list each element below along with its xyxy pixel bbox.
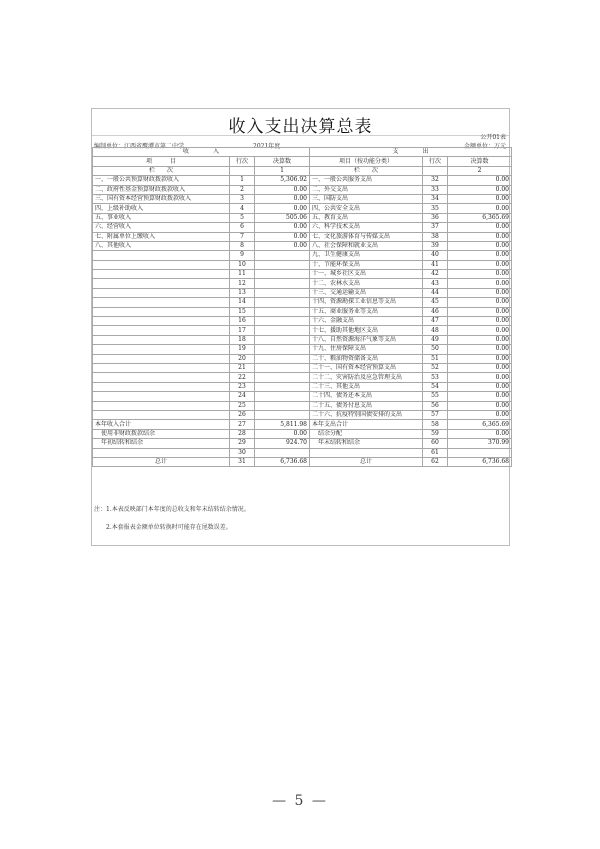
expense-item-cell: 四、公共安全支出	[310, 204, 423, 213]
table-row	[93, 260, 512, 269]
table-row	[93, 345, 512, 354]
note-2: 2.本套报表金额单位转换时可能存在尾数误差。	[106, 524, 232, 531]
expense-item-cell: 十四、资源勘探工业信息等支出	[310, 298, 423, 307]
income-item-cell	[93, 251, 230, 260]
income-row-number-cell: 21	[230, 363, 255, 372]
expense-item-cell: 十、节能环保支出	[310, 260, 423, 269]
income-item-cell	[93, 260, 230, 269]
income-row-number-cell: 13	[230, 288, 255, 297]
expense-item-cell: 三、国防支出	[310, 194, 423, 203]
expense-amount-cell: 0.00	[448, 251, 512, 260]
col-header-expense-amount: 决算数	[448, 157, 512, 166]
income-item-cell: 四、上级补助收入	[93, 204, 230, 213]
income-row-number-cell: 25	[230, 401, 255, 410]
expense-row-number-cell: 54	[423, 382, 448, 391]
income-row-number-cell: 5	[230, 213, 255, 222]
expense-item-cell: 十五、商业服务业等支出	[310, 307, 423, 316]
income-row-number-cell: 31	[230, 457, 255, 466]
col-index-label: 栏 次	[93, 166, 230, 175]
income-item-cell	[93, 326, 230, 335]
expense-item-cell: 十二、农林水支出	[310, 279, 423, 288]
expense-item-cell: 十三、交通运输支出	[310, 288, 423, 297]
income-amount-cell: 5,306.92	[255, 176, 310, 185]
expense-amount-cell: 0.00	[448, 232, 512, 241]
table-row	[93, 279, 512, 288]
expense-item-cell: 二十六、抗疫特别国债安排的支出	[310, 410, 423, 419]
col-header-item: 项 目	[93, 157, 230, 166]
expense-item-cell: 十七、援助其他地区支出	[310, 326, 423, 335]
table-row	[93, 401, 512, 410]
expense-item-cell: 二十、粮油物资储备支出	[310, 354, 423, 363]
income-amount-cell: 0.00	[255, 429, 310, 438]
expense-amount-cell: 0.00	[448, 185, 512, 194]
table-row	[93, 448, 512, 457]
expense-row-number-cell: 32	[423, 176, 448, 185]
expense-item-cell: 十一、城乡社区支出	[310, 270, 423, 279]
expense-amount-cell: 6,365.69	[448, 420, 512, 429]
col-index-two: 2	[448, 166, 512, 175]
expense-item-cell: 十六、金融支出	[310, 317, 423, 326]
income-row-number-cell: 6	[230, 223, 255, 232]
income-section-header: 收 入	[93, 148, 310, 157]
expense-row-number-cell: 42	[423, 270, 448, 279]
income-amount-cell	[255, 448, 310, 457]
expense-item-cell: 二十三、其他支出	[310, 382, 423, 391]
income-item-cell: 八、其他收入	[93, 241, 230, 250]
expense-amount-cell: 0.00	[448, 317, 512, 326]
col-index-one: 1	[255, 166, 310, 175]
income-amount-cell: 0.00	[255, 223, 310, 232]
table-row	[93, 307, 512, 316]
income-row-number-cell: 24	[230, 392, 255, 401]
expense-amount-cell: 0.00	[448, 307, 512, 316]
col-header-expense-row: 行次	[423, 157, 448, 166]
expense-row-number-cell: 45	[423, 298, 448, 307]
expense-item-cell: 结余分配	[310, 429, 423, 438]
col-header-row: 行次	[230, 157, 255, 166]
income-row-number-cell: 30	[230, 448, 255, 457]
table-row	[93, 288, 512, 297]
income-item-cell: 总计	[93, 457, 230, 466]
expense-row-number-cell: 50	[423, 345, 448, 354]
income-expense-table	[92, 147, 512, 467]
expense-item-cell: 二十五、债务付息支出	[310, 401, 423, 410]
income-row-number-cell: 8	[230, 241, 255, 250]
expense-amount-cell: 0.00	[448, 204, 512, 213]
income-row-number-cell: 18	[230, 335, 255, 344]
income-amount-cell	[255, 307, 310, 316]
table-row	[93, 326, 512, 335]
income-amount-cell: 0.00	[255, 185, 310, 194]
expense-amount-cell: 0.00	[448, 270, 512, 279]
col-index-expense-blank	[423, 166, 448, 175]
income-row-number-cell: 9	[230, 251, 255, 260]
income-item-cell	[93, 382, 230, 391]
expense-section-header: 支 出	[310, 148, 512, 157]
expense-amount-cell: 370.99	[448, 439, 512, 448]
income-row-number-cell: 16	[230, 317, 255, 326]
title-divider	[92, 135, 509, 136]
income-item-cell: 二、政府性基金预算财政拨款收入	[93, 185, 230, 194]
col-header-expense-item: 项目（按功能分类）	[310, 157, 423, 166]
income-item-cell	[93, 345, 230, 354]
income-row-number-cell: 3	[230, 194, 255, 203]
table-row	[93, 241, 512, 250]
table-row	[93, 363, 512, 372]
report-sheet	[91, 108, 510, 546]
income-row-number-cell: 12	[230, 279, 255, 288]
table-row	[93, 429, 512, 438]
table-row	[93, 298, 512, 307]
income-amount-cell	[255, 345, 310, 354]
col-index-blank	[230, 166, 255, 175]
expense-row-number-cell: 37	[423, 223, 448, 232]
income-row-number-cell: 22	[230, 373, 255, 382]
income-item-cell	[93, 270, 230, 279]
income-row-number-cell: 20	[230, 354, 255, 363]
income-row-number-cell: 28	[230, 429, 255, 438]
expense-amount-cell: 0.00	[448, 335, 512, 344]
report-year: 2021年度	[253, 143, 281, 150]
header-row-column-index	[93, 166, 512, 175]
income-row-number-cell: 1	[230, 176, 255, 185]
col-index-expense-label: 栏 次	[310, 166, 423, 175]
table-row	[93, 420, 512, 429]
expense-amount-cell: 0.00	[448, 288, 512, 297]
expense-row-number-cell: 36	[423, 213, 448, 222]
expense-row-number-cell: 55	[423, 392, 448, 401]
header-row-columns	[93, 157, 512, 166]
income-amount-cell	[255, 382, 310, 391]
income-row-number-cell: 7	[230, 232, 255, 241]
expense-amount-cell: 0.00	[448, 194, 512, 203]
table-row	[93, 232, 512, 241]
income-item-cell	[93, 410, 230, 419]
expense-amount-cell: 0.00	[448, 176, 512, 185]
expense-row-number-cell: 60	[423, 439, 448, 448]
expense-row-number-cell: 43	[423, 279, 448, 288]
income-amount-cell: 0.00	[255, 241, 310, 250]
income-amount-cell: 6,736.68	[255, 457, 310, 466]
expense-row-number-cell: 38	[423, 232, 448, 241]
income-item-cell	[93, 335, 230, 344]
table-row	[93, 194, 512, 203]
table-row	[93, 317, 512, 326]
expense-item-cell: 一、一般公共服务支出	[310, 176, 423, 185]
income-item-cell	[93, 317, 230, 326]
expense-row-number-cell: 47	[423, 317, 448, 326]
income-item-cell	[93, 307, 230, 316]
table-row	[93, 392, 512, 401]
income-amount-cell: 0.00	[255, 204, 310, 213]
expense-item-cell: 五、教育支出	[310, 213, 423, 222]
expense-row-number-cell: 56	[423, 401, 448, 410]
expense-amount-cell: 0.00	[448, 298, 512, 307]
expense-item-cell: 十九、住房保障支出	[310, 345, 423, 354]
expense-amount-cell	[448, 448, 512, 457]
expense-row-number-cell: 49	[423, 335, 448, 344]
expense-item-cell: 二、外交支出	[310, 185, 423, 194]
income-amount-cell	[255, 410, 310, 419]
income-row-number-cell: 14	[230, 298, 255, 307]
expense-item-cell: 六、科学技术支出	[310, 223, 423, 232]
table-row	[93, 176, 512, 185]
header-row-sections	[93, 148, 512, 157]
expense-item-cell: 九、卫生健康支出	[310, 251, 423, 260]
income-amount-cell	[255, 279, 310, 288]
expense-row-number-cell: 46	[423, 307, 448, 316]
income-item-cell	[93, 363, 230, 372]
expense-amount-cell: 0.00	[448, 401, 512, 410]
expense-item-cell	[310, 448, 423, 457]
table-row	[93, 270, 512, 279]
expense-item-cell: 七、文化旅游体育与传媒支出	[310, 232, 423, 241]
expense-row-number-cell: 58	[423, 420, 448, 429]
expense-amount-cell: 0.00	[448, 279, 512, 288]
expense-row-number-cell: 33	[423, 185, 448, 194]
income-amount-cell	[255, 251, 310, 260]
income-amount-cell: 505.06	[255, 213, 310, 222]
expense-amount-cell: 0.00	[448, 326, 512, 335]
income-amount-cell	[255, 401, 310, 410]
expense-amount-cell: 0.00	[448, 373, 512, 382]
income-row-number-cell: 17	[230, 326, 255, 335]
income-row-number-cell: 19	[230, 345, 255, 354]
table-row	[93, 251, 512, 260]
income-row-number-cell: 2	[230, 185, 255, 194]
income-item-cell	[93, 288, 230, 297]
money-unit: 金额单位：万元	[463, 143, 506, 150]
expense-amount-cell: 0.00	[448, 223, 512, 232]
expense-item-cell: 总计	[310, 457, 423, 466]
income-amount-cell	[255, 363, 310, 372]
income-amount-cell	[255, 288, 310, 297]
expense-row-number-cell: 57	[423, 410, 448, 419]
expense-amount-cell: 0.00	[448, 260, 512, 269]
expense-item-cell: 本年支出合计	[310, 420, 423, 429]
income-amount-cell	[255, 270, 310, 279]
income-amount-cell: 5,811.98	[255, 420, 310, 429]
income-item-cell	[93, 279, 230, 288]
income-item-cell: 七、附属单位上缴收入	[93, 232, 230, 241]
income-item-cell	[93, 401, 230, 410]
expense-row-number-cell: 48	[423, 326, 448, 335]
income-row-number-cell: 10	[230, 260, 255, 269]
expense-row-number-cell: 62	[423, 457, 448, 466]
expense-row-number-cell: 41	[423, 260, 448, 269]
income-item-cell: 使用非财政拨款结余	[93, 429, 230, 438]
expense-row-number-cell: 44	[423, 288, 448, 297]
expense-amount-cell: 0.00	[448, 345, 512, 354]
note-1: 注：1.本表反映部门本年度的总收支和年末结转结余情况。	[94, 506, 250, 513]
expense-row-number-cell: 34	[423, 194, 448, 203]
unit-label: 编制单位：江西省鹰潭市第二中学	[94, 143, 185, 150]
income-row-number-cell: 4	[230, 204, 255, 213]
income-item-cell	[93, 298, 230, 307]
income-row-number-cell: 26	[230, 410, 255, 419]
income-item-cell	[93, 392, 230, 401]
expense-amount-cell: 0.00	[448, 241, 512, 250]
expense-item-cell: 二十二、灾害防治及应急管理支出	[310, 373, 423, 382]
table-row	[93, 354, 512, 363]
expense-amount-cell: 0.00	[448, 429, 512, 438]
income-row-number-cell: 11	[230, 270, 255, 279]
expense-amount-cell: 0.00	[448, 382, 512, 391]
expense-row-number-cell: 52	[423, 363, 448, 372]
expense-item-cell: 年末结转和结余	[310, 439, 423, 448]
expense-row-number-cell: 59	[423, 429, 448, 438]
income-item-cell: 六、经营收入	[93, 223, 230, 232]
expense-row-number-cell: 61	[423, 448, 448, 457]
expense-amount-cell: 0.00	[448, 363, 512, 372]
income-amount-cell	[255, 354, 310, 363]
income-item-cell: 三、国有资本经营预算财政拨款收入	[93, 194, 230, 203]
expense-amount-cell: 6,736.68	[448, 457, 512, 466]
expense-amount-cell: 0.00	[448, 392, 512, 401]
table-row	[93, 223, 512, 232]
table-row	[93, 335, 512, 344]
report-title: 收入支出决算总表	[228, 117, 373, 137]
expense-item-cell: 十八、自然资源海洋气象等支出	[310, 335, 423, 344]
expense-amount-cell: 6,365.69	[448, 213, 512, 222]
income-item-cell	[93, 354, 230, 363]
income-row-number-cell: 27	[230, 420, 255, 429]
income-item-cell: 年初结转和结余	[93, 439, 230, 448]
table-row	[93, 382, 512, 391]
income-item-cell: 一、一般公共预算财政拨款收入	[93, 176, 230, 185]
table-row	[93, 410, 512, 419]
income-amount-cell	[255, 392, 310, 401]
table-row	[93, 213, 512, 222]
expense-item-cell: 二十一、国有资本经营预算支出	[310, 363, 423, 372]
income-amount-cell: 924.70	[255, 439, 310, 448]
table-row	[93, 373, 512, 382]
table-row	[93, 439, 512, 448]
income-row-number-cell: 15	[230, 307, 255, 316]
page-number: — 5 —	[272, 793, 328, 809]
expense-row-number-cell: 51	[423, 354, 448, 363]
expense-item-cell: 二十四、债务还本支出	[310, 392, 423, 401]
expense-item-cell: 八、社会保障和就业支出	[310, 241, 423, 250]
income-item-cell: 本年收入合计	[93, 420, 230, 429]
income-amount-cell	[255, 317, 310, 326]
expense-row-number-cell: 40	[423, 251, 448, 260]
income-amount-cell: 0.00	[255, 232, 310, 241]
form-code: 公开01表	[480, 134, 506, 141]
income-row-number-cell: 23	[230, 382, 255, 391]
table-row	[93, 204, 512, 213]
income-amount-cell	[255, 326, 310, 335]
col-header-amount: 决算数	[255, 157, 310, 166]
expense-row-number-cell: 35	[423, 204, 448, 213]
table-row	[93, 185, 512, 194]
total-row	[93, 457, 512, 466]
income-amount-cell	[255, 373, 310, 382]
expense-row-number-cell: 53	[423, 373, 448, 382]
income-amount-cell	[255, 335, 310, 344]
income-amount-cell	[255, 298, 310, 307]
expense-row-number-cell: 39	[423, 241, 448, 250]
income-row-number-cell: 29	[230, 439, 255, 448]
income-amount-cell	[255, 260, 310, 269]
income-item-cell: 五、事业收入	[93, 213, 230, 222]
income-item-cell	[93, 373, 230, 382]
expense-amount-cell: 0.00	[448, 410, 512, 419]
income-item-cell	[93, 448, 230, 457]
expense-amount-cell: 0.00	[448, 354, 512, 363]
income-amount-cell: 0.00	[255, 194, 310, 203]
